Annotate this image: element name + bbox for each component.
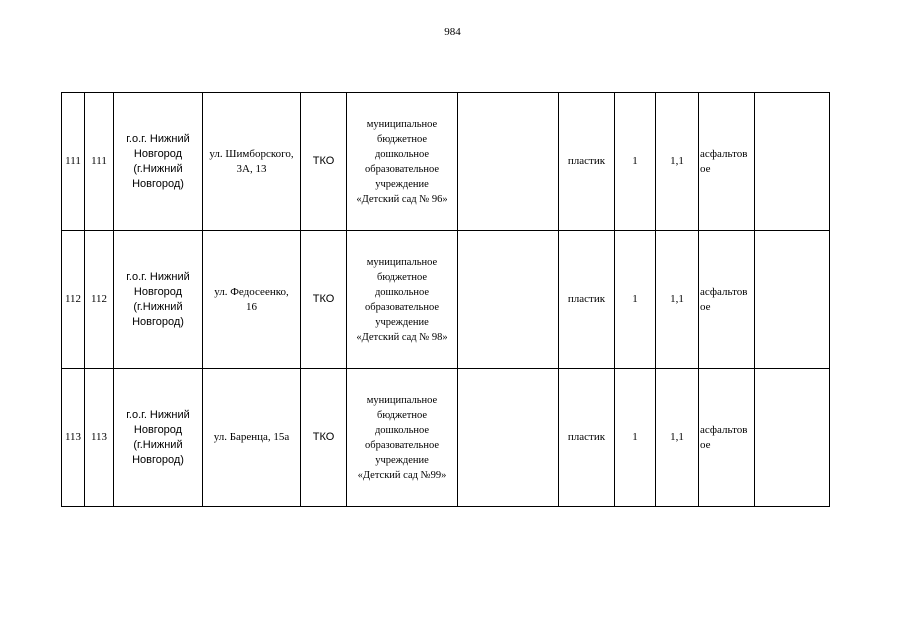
address-cell — [203, 231, 301, 369]
table-row — [62, 369, 830, 507]
registry-number: 113 — [90, 431, 108, 443]
count-cell — [615, 231, 656, 369]
registry-number: 112 — [90, 293, 108, 305]
count-cell — [615, 93, 656, 231]
count-cell — [615, 369, 656, 507]
empty-cell — [458, 231, 559, 369]
address-cell — [203, 369, 301, 507]
last-cell — [755, 369, 830, 507]
coating-cell — [699, 231, 755, 369]
container-count: 1 — [632, 155, 638, 167]
address: ул. Шимборского, 3А, 13 — [209, 147, 294, 175]
material: пластик — [567, 431, 606, 443]
page-number: 984 — [444, 26, 461, 38]
waste-type-cell — [301, 369, 347, 507]
container-volume: 1,1 — [670, 155, 684, 167]
volume-cell — [656, 231, 699, 369]
empty-cell — [458, 93, 559, 231]
container-volume: 1,1 — [670, 293, 684, 305]
registry-table — [61, 92, 830, 507]
registry-number: 111 — [91, 155, 107, 167]
owner: муниципальное бюджетное дошкольное образовательное учреждение «Детский сад № 96» — [356, 118, 448, 205]
locality: г.о.г. Нижний Новгород (г.Нижний Новгород) — [126, 270, 190, 328]
surface-coating: асфальтов ое — [700, 147, 748, 175]
material: пластик — [567, 155, 606, 167]
owner: муниципальное бюджетное дошкольное образовательное учреждение «Детский сад №99» — [357, 394, 447, 481]
owner-cell — [347, 231, 458, 369]
address: ул. Федосеенко, 16 — [214, 285, 289, 313]
material-cell — [559, 231, 615, 369]
container-count: 1 — [632, 293, 638, 305]
table-row — [62, 93, 830, 231]
surface-coating: асфальтов ое — [700, 285, 748, 313]
registry-number-cell — [85, 93, 114, 231]
container-volume: 1,1 — [670, 431, 684, 443]
registry-number-cell — [85, 231, 114, 369]
locality: г.о.г. Нижний Новгород (г.Нижний Новгород) — [126, 408, 190, 466]
material-cell — [559, 369, 615, 507]
waste-type: ТКО — [312, 155, 335, 167]
locality-cell — [114, 231, 203, 369]
owner-cell — [347, 93, 458, 231]
row-number-cell — [62, 231, 85, 369]
row-number: 111 — [65, 155, 81, 167]
coating-cell — [699, 369, 755, 507]
surface-coating: асфальтов ое — [700, 423, 748, 451]
row-number: 113 — [64, 431, 82, 443]
registry-number-cell — [85, 369, 114, 507]
material: пластик — [567, 293, 606, 305]
volume-cell — [656, 93, 699, 231]
last-cell — [755, 231, 830, 369]
last-cell — [755, 93, 830, 231]
locality: г.о.г. Нижний Новгород (г.Нижний Новгород) — [126, 132, 190, 190]
volume-cell — [656, 369, 699, 507]
empty-cell — [458, 369, 559, 507]
row-number-cell — [62, 369, 85, 507]
row-number: 112 — [64, 293, 82, 305]
coating-cell — [699, 93, 755, 231]
waste-type-cell — [301, 231, 347, 369]
address-cell — [203, 93, 301, 231]
locality-cell — [114, 93, 203, 231]
table-row — [62, 231, 830, 369]
owner-cell — [347, 369, 458, 507]
address: ул. Баренца, 15а — [213, 431, 290, 443]
locality-cell — [114, 369, 203, 507]
material-cell — [559, 93, 615, 231]
container-count: 1 — [632, 431, 638, 443]
waste-type-cell — [301, 93, 347, 231]
owner: муниципальное бюджетное дошкольное образовательное учреждение «Детский сад № 98» — [356, 256, 448, 343]
waste-type: ТКО — [312, 431, 335, 443]
waste-type: ТКО — [312, 293, 335, 305]
row-number-cell — [62, 93, 85, 231]
